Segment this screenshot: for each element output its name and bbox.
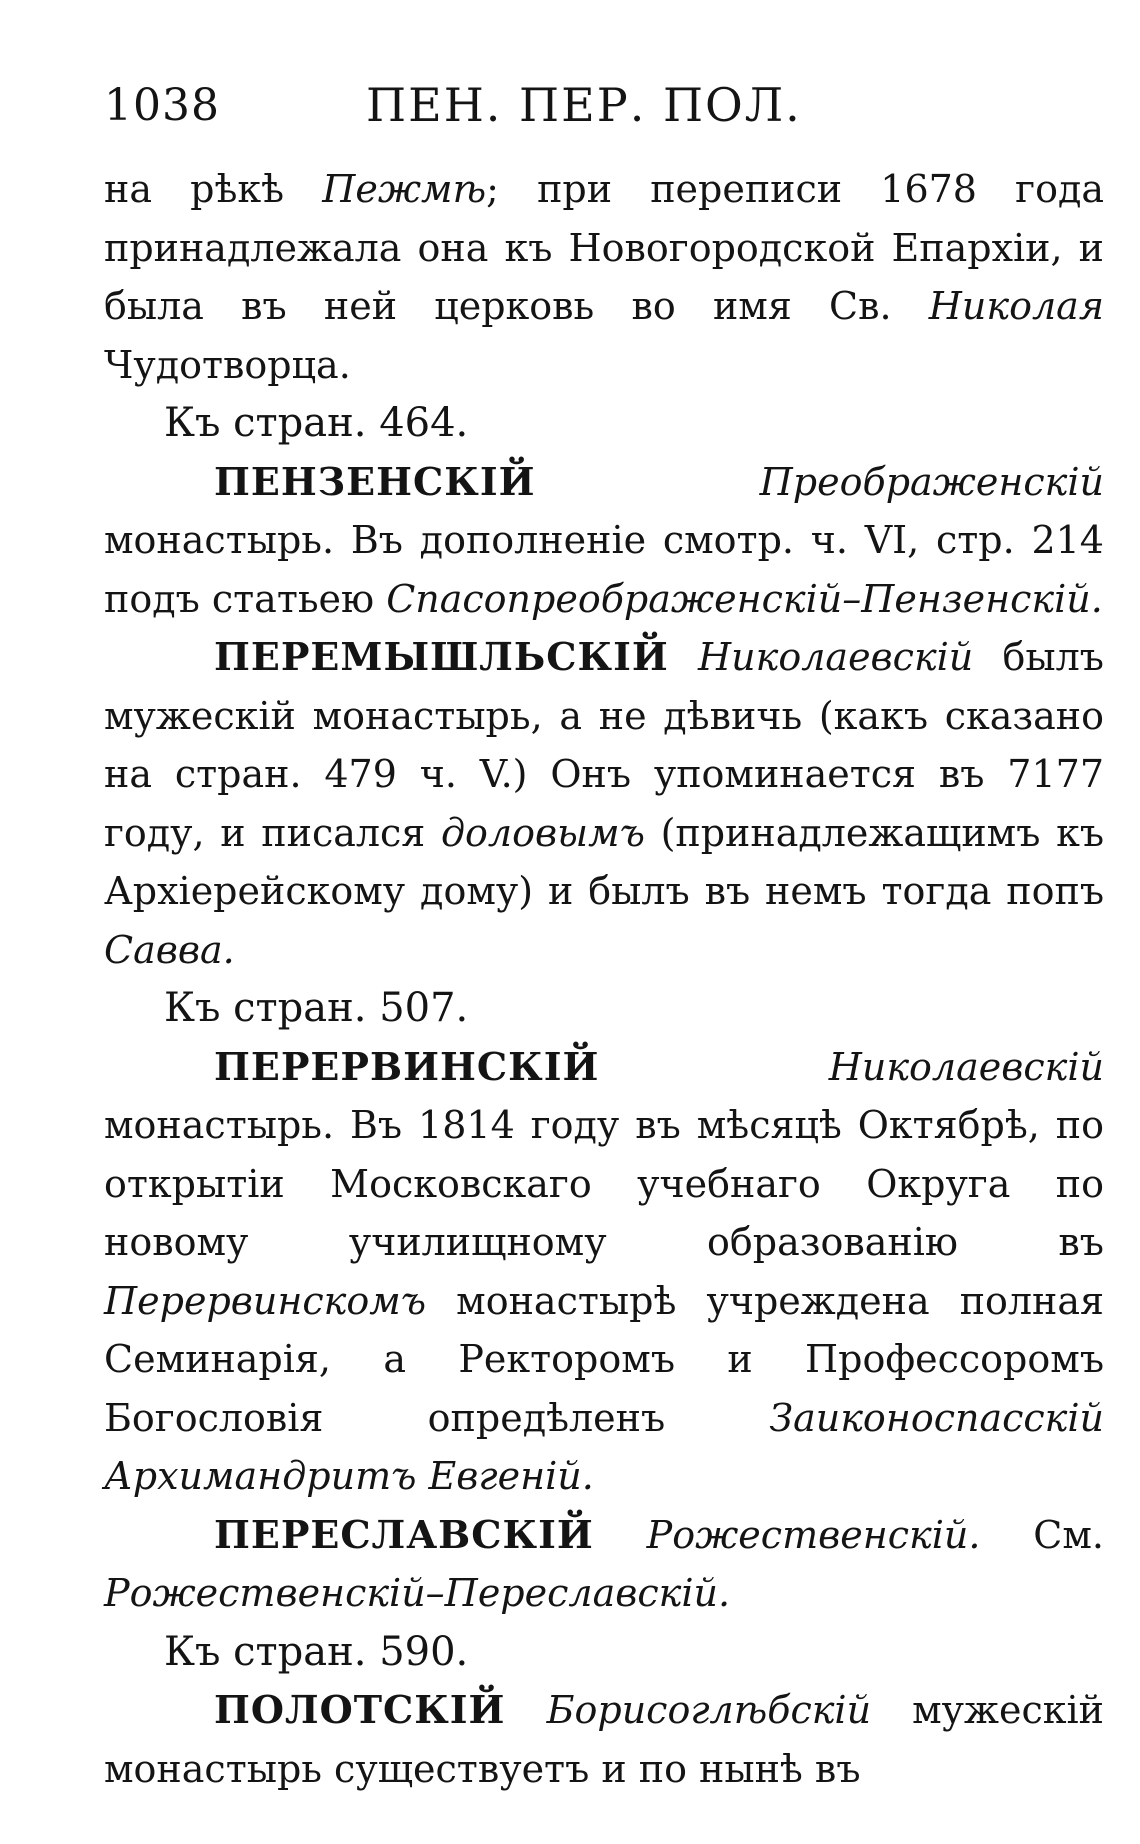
running-head: ПЕН. ПЕР. ПОЛ. (366, 78, 802, 132)
italic-term: Спасопреображенскій–Пензенскій. (386, 576, 1103, 621)
italic-term: Николаевскій (828, 1044, 1104, 1089)
dictionary-entry (104, 453, 1104, 629)
entry-headword: ПЕНЗЕНСКІЙ (214, 458, 536, 504)
body-text: монастырѣ учреждена полная Семинарія, а Ректоромъ и Профессоромъ Богословія опредѣленъ (104, 1278, 1104, 1440)
body-text: (принадлежащимъ къ Архіерейскому дому) и былъ въ немъ тогда попъ (104, 810, 1104, 913)
body-text (599, 1045, 828, 1089)
italic-term: Перервинскомъ (104, 1278, 427, 1323)
dictionary-entry (104, 1038, 1104, 1506)
entry-headword: ПОЛОТСКІЙ (214, 1687, 506, 1732)
body-text: ; при переписи 1678 года принадлежала она къ Новогородской Епархіи, и была въ ней церковь во имя Св. (104, 167, 1104, 328)
book-page (104, 74, 1104, 1798)
page-number: 1038 (104, 80, 220, 131)
body-text (505, 1688, 546, 1732)
dictionary-entry (104, 628, 1104, 979)
italic-term: доловымъ (440, 810, 645, 855)
italic-term: Савва. (104, 927, 235, 972)
body-text: Чудотворца. (104, 342, 351, 387)
dictionary-entry (104, 1506, 1104, 1623)
body-text (669, 635, 698, 679)
body-text (594, 1513, 647, 1557)
italic-term: Заиконоспасскій Архимандритъ Евгеній. (104, 1395, 1104, 1498)
body-text: монастырь. Въ 1814 году въ мѣсяцѣ Октябрѣ, по открытіи Московскаго учебнаго Округа по новому училищному образованію въ (104, 1103, 1104, 1264)
page-reference: Къ стран. 464. (164, 400, 469, 446)
body-text: См. (980, 1512, 1104, 1557)
body-text: монастырь. Въ дополненіе смотр. ч. VI, стр. 214 подъ статьею (104, 518, 1104, 621)
page-body (104, 160, 1104, 1798)
body-text (536, 460, 760, 504)
page-reference: Къ стран. 507. (164, 985, 469, 1031)
entry-headword: ПЕРЕСЛАВСКІЙ (214, 1511, 594, 1557)
body-text: былъ мужескій монастырь, а не дѣвичь (какъ сказано на стран. 479 ч. V.) Онъ упоминается въ 7177 году, и писался (104, 635, 1104, 855)
page-header (104, 74, 1104, 154)
page-reference: Къ стран. 590. (164, 1628, 469, 1675)
entry-headword: ПЕРЕМЫШЛЬСКІЙ (214, 634, 669, 679)
italic-term: Николаевскій (698, 635, 974, 679)
italic-term: Пежмѣ (322, 167, 487, 211)
dictionary-entry (104, 1681, 1104, 1798)
entry-headword: ПЕРЕРВИНСКІЙ (214, 1043, 600, 1089)
italic-term: Борисоглѣбскій (546, 1688, 872, 1732)
body-text: мужескій монастырь существуетъ и по нынѣ въ (104, 1688, 1104, 1791)
italic-term: Николая (928, 284, 1104, 328)
italic-term: Рожественскій. (646, 1512, 981, 1557)
body-text: на рѣкѣ (104, 167, 323, 211)
continued-paragraph (104, 160, 1104, 394)
italic-term: Рожественскій–Переславскій. (104, 1571, 731, 1615)
italic-term: Преображенскій (759, 459, 1104, 504)
